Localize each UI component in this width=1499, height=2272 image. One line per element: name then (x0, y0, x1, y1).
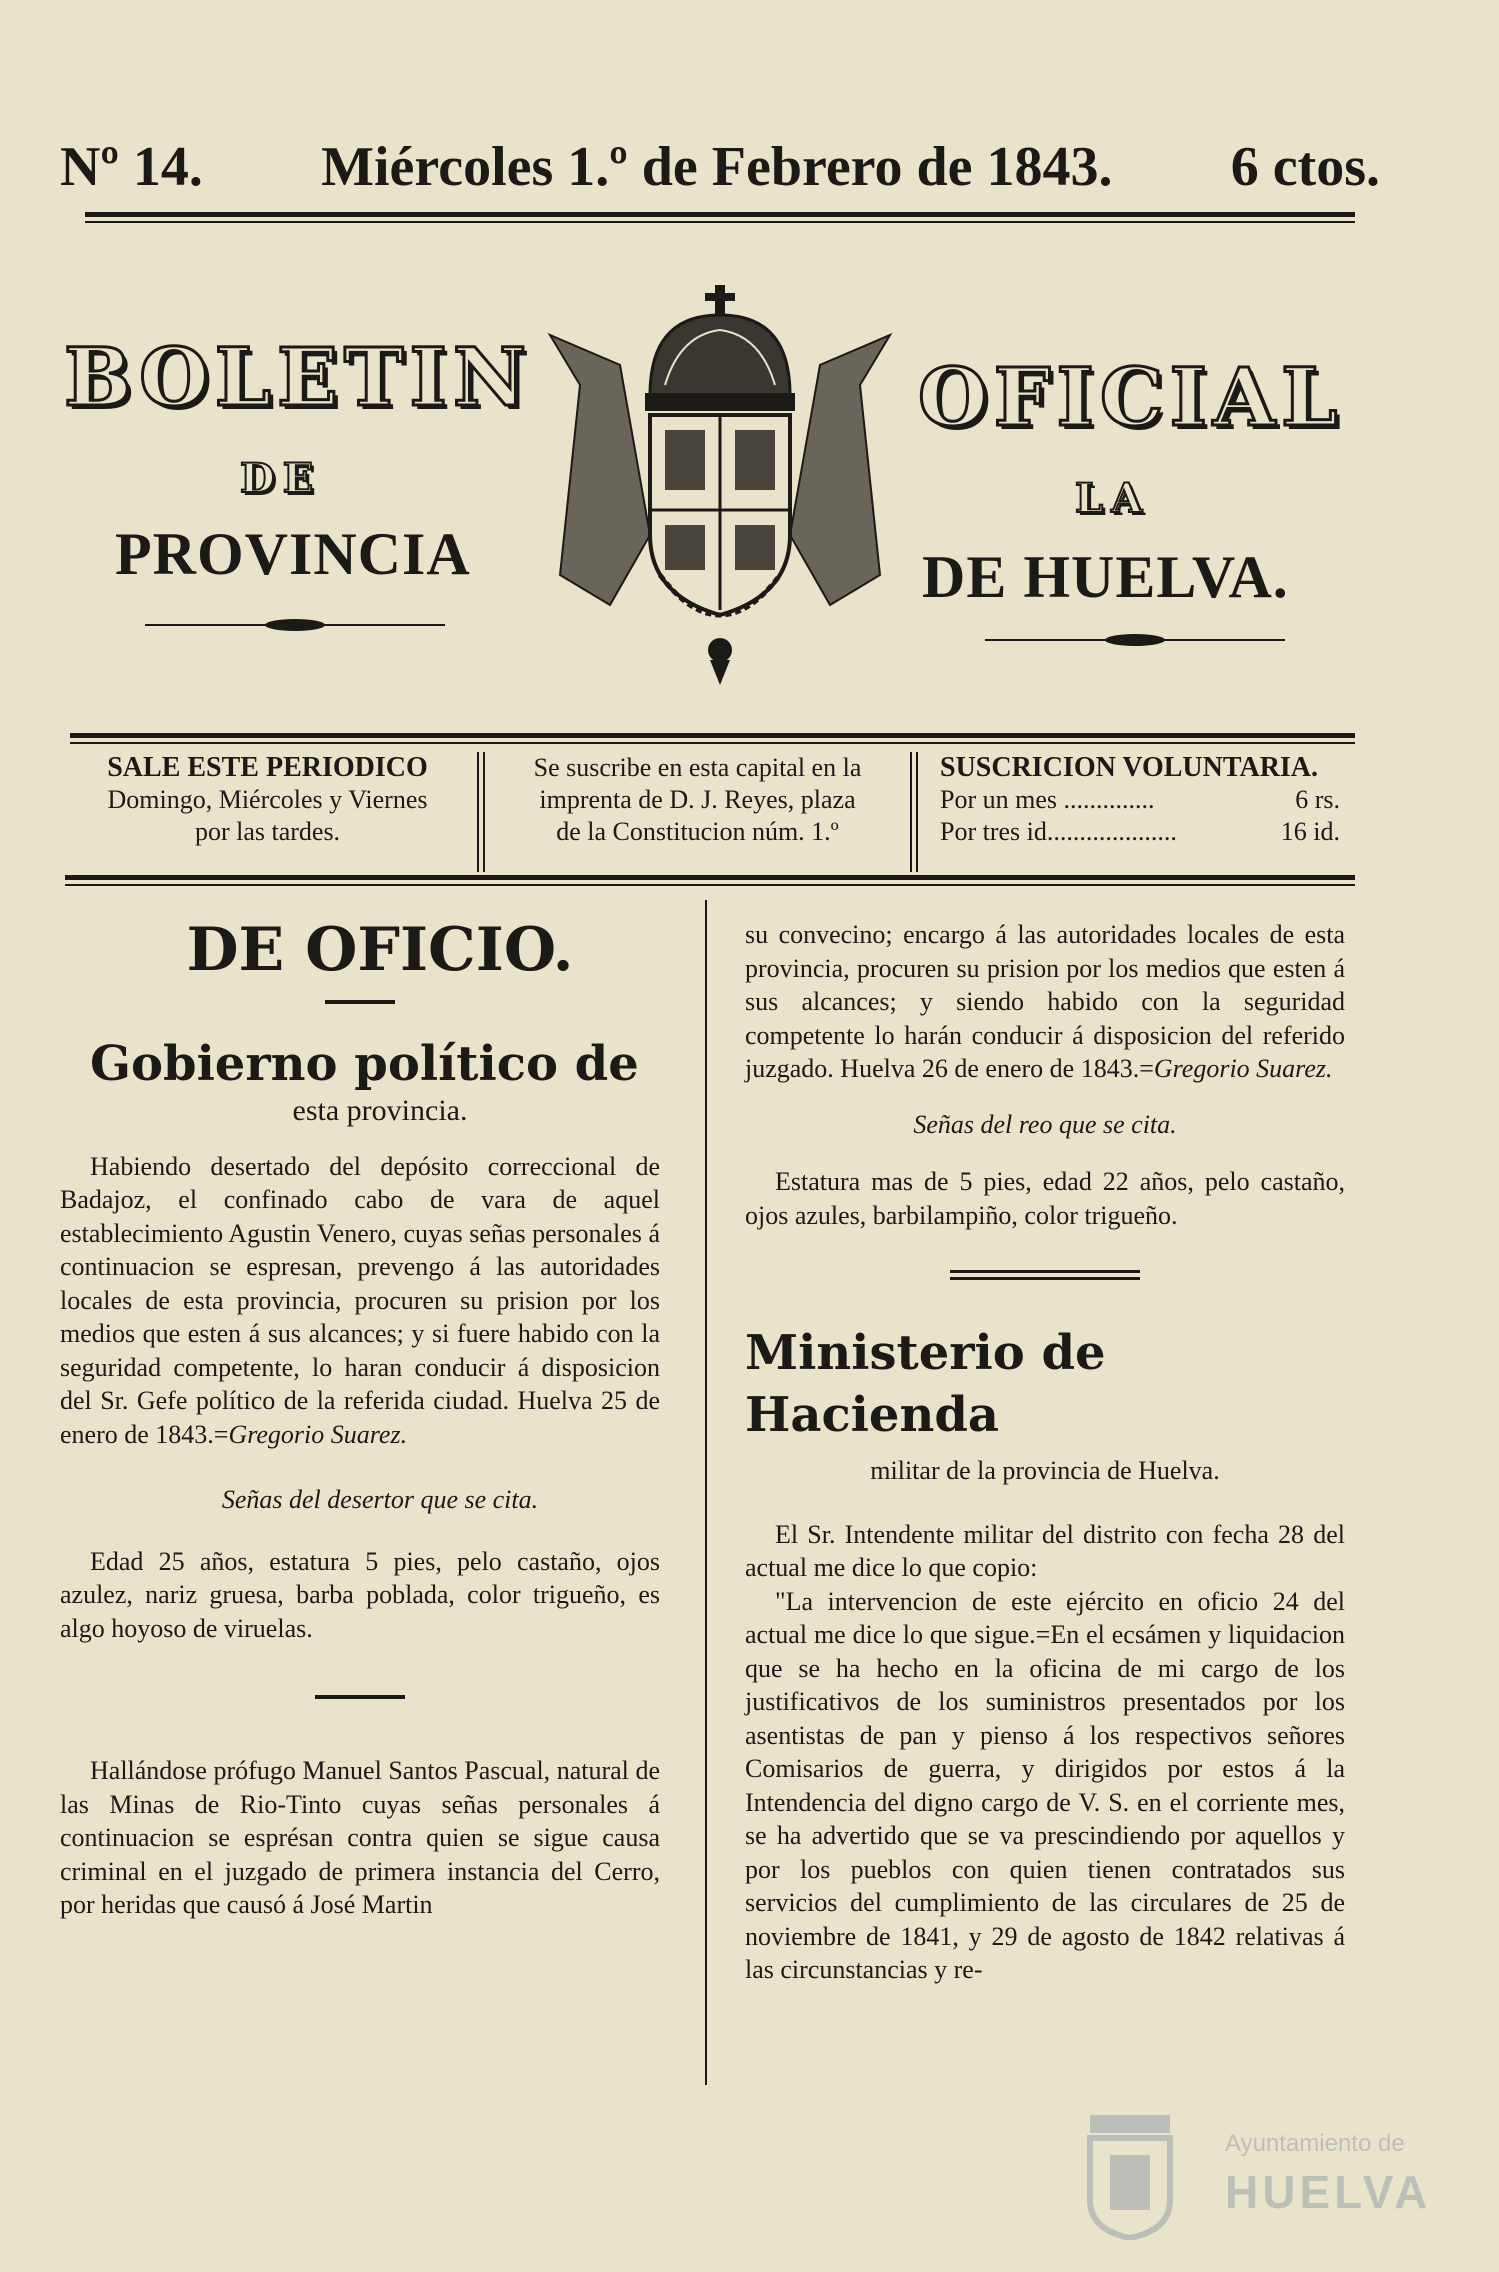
subscribe-line1: Se suscribe en esta capital en la (533, 753, 862, 782)
band-bottom-rule (65, 875, 1355, 880)
flourish-right (985, 630, 1285, 650)
left-paragraph-1 (60, 1150, 660, 1452)
right-signature-1: Gregorio Suarez. (1153, 1054, 1333, 1083)
masthead-top-rule (85, 212, 1355, 217)
left-paragraph-3: Hallándose prófugo Manuel Santos Pascual, natural de las Minas de Rio-Tinto cuyas señas personales á continuacion se esprésan contra quien se sigue causa criminal en el juzgado de primera instancia del Cerro, por heridas que causó á José Martin (60, 1756, 660, 1919)
right-column (745, 918, 1345, 1987)
flourish-left (145, 615, 445, 635)
title-de: DE (240, 455, 322, 502)
right-heading: Ministerio de Hacienda (745, 1325, 1106, 1443)
coat-of-arms-icon (540, 275, 900, 695)
subscribe-line3: de la Constitucion núm. 1.º (556, 817, 839, 846)
right-subheading: militar de la provincia de Huelva. (870, 1456, 1220, 1485)
price-value: 6 rs. (1295, 785, 1340, 814)
section-title: DE OFICIO. (186, 915, 574, 985)
band-voluntary (940, 752, 1360, 848)
right-paragraph-1-text: su convecino; encargo á las autoridades locales de esta provincia, procuren su prision por los medios que esten á sus alcances; y siendo habido con la seguridad competente lo harán conducir á disposicion del referido juzgado. Huelva 26 de enero de 1843.= (745, 920, 1345, 1083)
band-bottom-rule-thin (65, 884, 1355, 886)
band-schedule (65, 752, 470, 848)
left-subheading: esta provincia. (292, 1094, 468, 1127)
voluntary-heading: SUSCRICION VOLUNTARIA. (940, 752, 1319, 783)
watermark-line2: HUELVA (1225, 2166, 1432, 2218)
right-paragraph-3: El Sr. Intendente militar del distrito con fecha 28 del actual me dice lo que copio: (745, 1519, 1345, 1582)
title-de-huelva: DE HUELVA. (922, 544, 1289, 610)
price-label: Por tres id.................... (940, 817, 1177, 846)
short-separator (315, 1695, 405, 1699)
watermark-line1: Ayuntamiento de (1225, 2130, 1405, 2157)
watermark (1085, 2100, 1485, 2260)
right-paragraph-2: Estatura mas de 5 pies, edad 22 años, pelo castaño, ojos azules, barbilampiño, color trigueño. (745, 1167, 1345, 1230)
ornament-separator (325, 1000, 395, 1004)
title-boletin: BOLETIN (64, 330, 533, 424)
issue-number: Nº 14. (60, 136, 203, 198)
left-signs-title: Señas del desertor que se cita. (221, 1485, 539, 1514)
schedule-heading: SALE ESTE PERIODICO (107, 752, 428, 783)
band-top-rule (70, 733, 1355, 738)
left-column (60, 910, 660, 1922)
masthead-top-rule-thin (85, 221, 1355, 223)
schedule-time: por las tardes. (194, 817, 341, 846)
issue-price: 6 ctos. (1230, 136, 1380, 198)
title-oficial: OFICIAL (918, 350, 1344, 444)
price-row-month (940, 784, 1340, 816)
watermark-shield-icon (1085, 2110, 1175, 2240)
price-label: Por un mes .............. (940, 785, 1155, 814)
band-top-rule-thin (70, 742, 1355, 744)
issue-line (60, 135, 1380, 205)
band-subscribe (495, 752, 900, 848)
right-paragraph-1 (745, 918, 1345, 1086)
right-signs-title: Señas del reo que se cita. (913, 1109, 1177, 1139)
right-paragraph-4: "La intervencion de este ejército en oficio 24 del actual me dice lo que sigue.=En el ecsámen y liquidacion que se ha hecho en la oficina de mi cargo de los justificativos de los suministros presentados por los asentistas de pan y pienso á los respectivos señores Comisarios de guerra, y dirigidos por estos á la Intendencia del digno cargo de V. S. en el corriente mes, se ha advertido que se va prescindiendo por aquellos y por los pueblos con quien tienen contratados sus servicios del cumplimiento de las circulares de 25 de noviembre de 1841, y 29 de agosto de 1842 relativas á las circunstancias y re- (745, 1586, 1345, 1984)
column-divider (705, 900, 707, 2085)
left-paragraph-2: Edad 25 años, estatura 5 pies, pelo castaño, ojos azulez, nariz gruesa, barba poblada, color trigueño, es algo hoyoso de viruelas. (60, 1546, 660, 1643)
double-separator (950, 1270, 1140, 1280)
schedule-days: Domingo, Miércoles y Viernes (107, 785, 428, 814)
left-signature-1: Gregorio Suarez. (228, 1419, 408, 1449)
band-divider-2b (916, 752, 918, 872)
title-la: LA (1075, 475, 1151, 522)
issue-date: Miércoles 1.º de Febrero de 1843. (321, 136, 1113, 198)
price-value: 16 id. (1280, 817, 1340, 846)
left-heading: Gobierno político de (90, 1036, 639, 1092)
title-provincia: PROVINCIA (115, 521, 471, 587)
band-divider-2 (910, 752, 912, 872)
band-divider-1b (483, 752, 485, 872)
subscribe-line2: imprenta de D. J. Reyes, plaza (539, 785, 856, 814)
band-divider-1 (477, 752, 479, 872)
price-row-three (940, 816, 1340, 848)
left-paragraph-1-text: Habiendo desertado del depósito correccional de Badajoz, el confinado cabo de vara de aquel establecimiento Agustin Venero, cuyas señas personales á continuacion se espresan, prevengo á las autoridades locales de esta provincia, procuren su prision por los medios que esten á sus alcances; y si fuere habido con la seguridad competente, lo haran conducir á disposicion del Sr. Gefe político de la referida ciudad. Huelva 25 de enero de 1843.= (60, 1151, 660, 1449)
